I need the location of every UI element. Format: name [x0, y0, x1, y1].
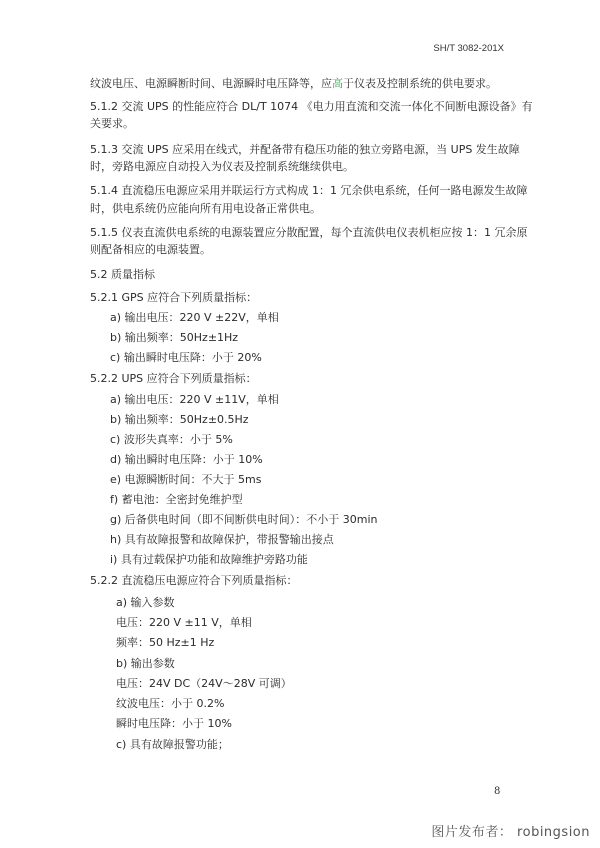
text-line: 5.2.1 GPS 应符合下列质量指标： [90, 291, 258, 304]
text-line: c) 输出瞬时电压降：小于 20% [110, 351, 262, 364]
text-line: 5.2.2 直流稳压电源应符合下列质量指标： [90, 574, 298, 587]
text-line: a) 输出电压：220 V ±11V，单相 [110, 393, 279, 406]
text-line: 5.1.3 交流 UPS 应采用在线式，并配备带有稳压功能的独立旁路电源，当 UPS 发生故障 [90, 143, 520, 156]
text-line: a) 输出电压：220 V ±22V，单相 [110, 311, 279, 324]
text-line: a) 输入参数 [116, 596, 175, 609]
text-line: 频率：50 Hz±1 Hz [116, 636, 215, 649]
text-line: 时，供电系统仍应能向所有用电设备正常供电。 [90, 202, 321, 215]
text-line: 则配备相应的电源装置。 [90, 243, 211, 256]
text-line: d) 输出瞬时电压降：小于 10% [110, 453, 263, 466]
text-line: b) 输出频率：50Hz±0.5Hz [110, 413, 249, 426]
highlighted-word: 高 [332, 77, 343, 90]
image-credit: 图片发布者： robingsion [431, 825, 590, 840]
text-line: h) 具有故障报警和故障保护，带报警输出接点 [110, 533, 334, 546]
document-code-header: SH/T 3082-201X [433, 43, 504, 54]
text-line: c) 具有故障报警功能； [116, 738, 229, 751]
text-line: f) 蓄电池：全密封免维护型 [110, 493, 243, 506]
text-line: 5.2 质量指标 [90, 268, 155, 281]
text-line: 电压：220 V ±11 V，单相 [116, 616, 252, 629]
text-line: 关要求。 [90, 117, 134, 130]
text-line: 纹波电压：小于 0.2% [116, 697, 225, 710]
text-line: 纹波电压、电源瞬断时间、电源瞬时电压降等，应高于仪表及控制系统的供电要求。 [90, 77, 497, 90]
text-line: g) 后备供电时间（即不间断供电时间）：不小于 30min [110, 513, 378, 526]
text-line: i) 具有过载保护功能和故障维护旁路功能 [110, 553, 308, 566]
text-line: 电压：24V DC（24V～28V 可调） [116, 677, 292, 690]
text-line: 瞬时电压降：小于 10% [116, 717, 232, 730]
text-line: c) 波形失真率：小于 5% [110, 433, 233, 446]
text-line: 5.2.2 UPS 应符合下列质量指标： [90, 372, 257, 385]
text-line: 5.1.5 仪表直流供电系统的电源装置应分散配置，每个直流供电仪表机柜应按 1：1 冗余原 [90, 226, 528, 239]
text-line: e) 电源瞬断时间：不大于 5ms [110, 473, 262, 486]
text-line: 5.1.4 直流稳压电源应采用并联运行方式构成 1：1 冗余供电系统，任何一路电源发生故障 [90, 184, 528, 197]
page-number: 8 [494, 786, 501, 797]
text-line: b) 输出参数 [116, 657, 175, 670]
text-line: 5.1.2 交流 UPS 的性能应符合 DL/T 1074 《电力用直流和交流一体化不间断电源设备》有 [90, 100, 533, 113]
text-line: b) 输出频率：50Hz±1Hz [110, 331, 239, 344]
text-line: 时，旁路电源应自动投入为仪表及控制系统继续供电。 [90, 160, 354, 173]
